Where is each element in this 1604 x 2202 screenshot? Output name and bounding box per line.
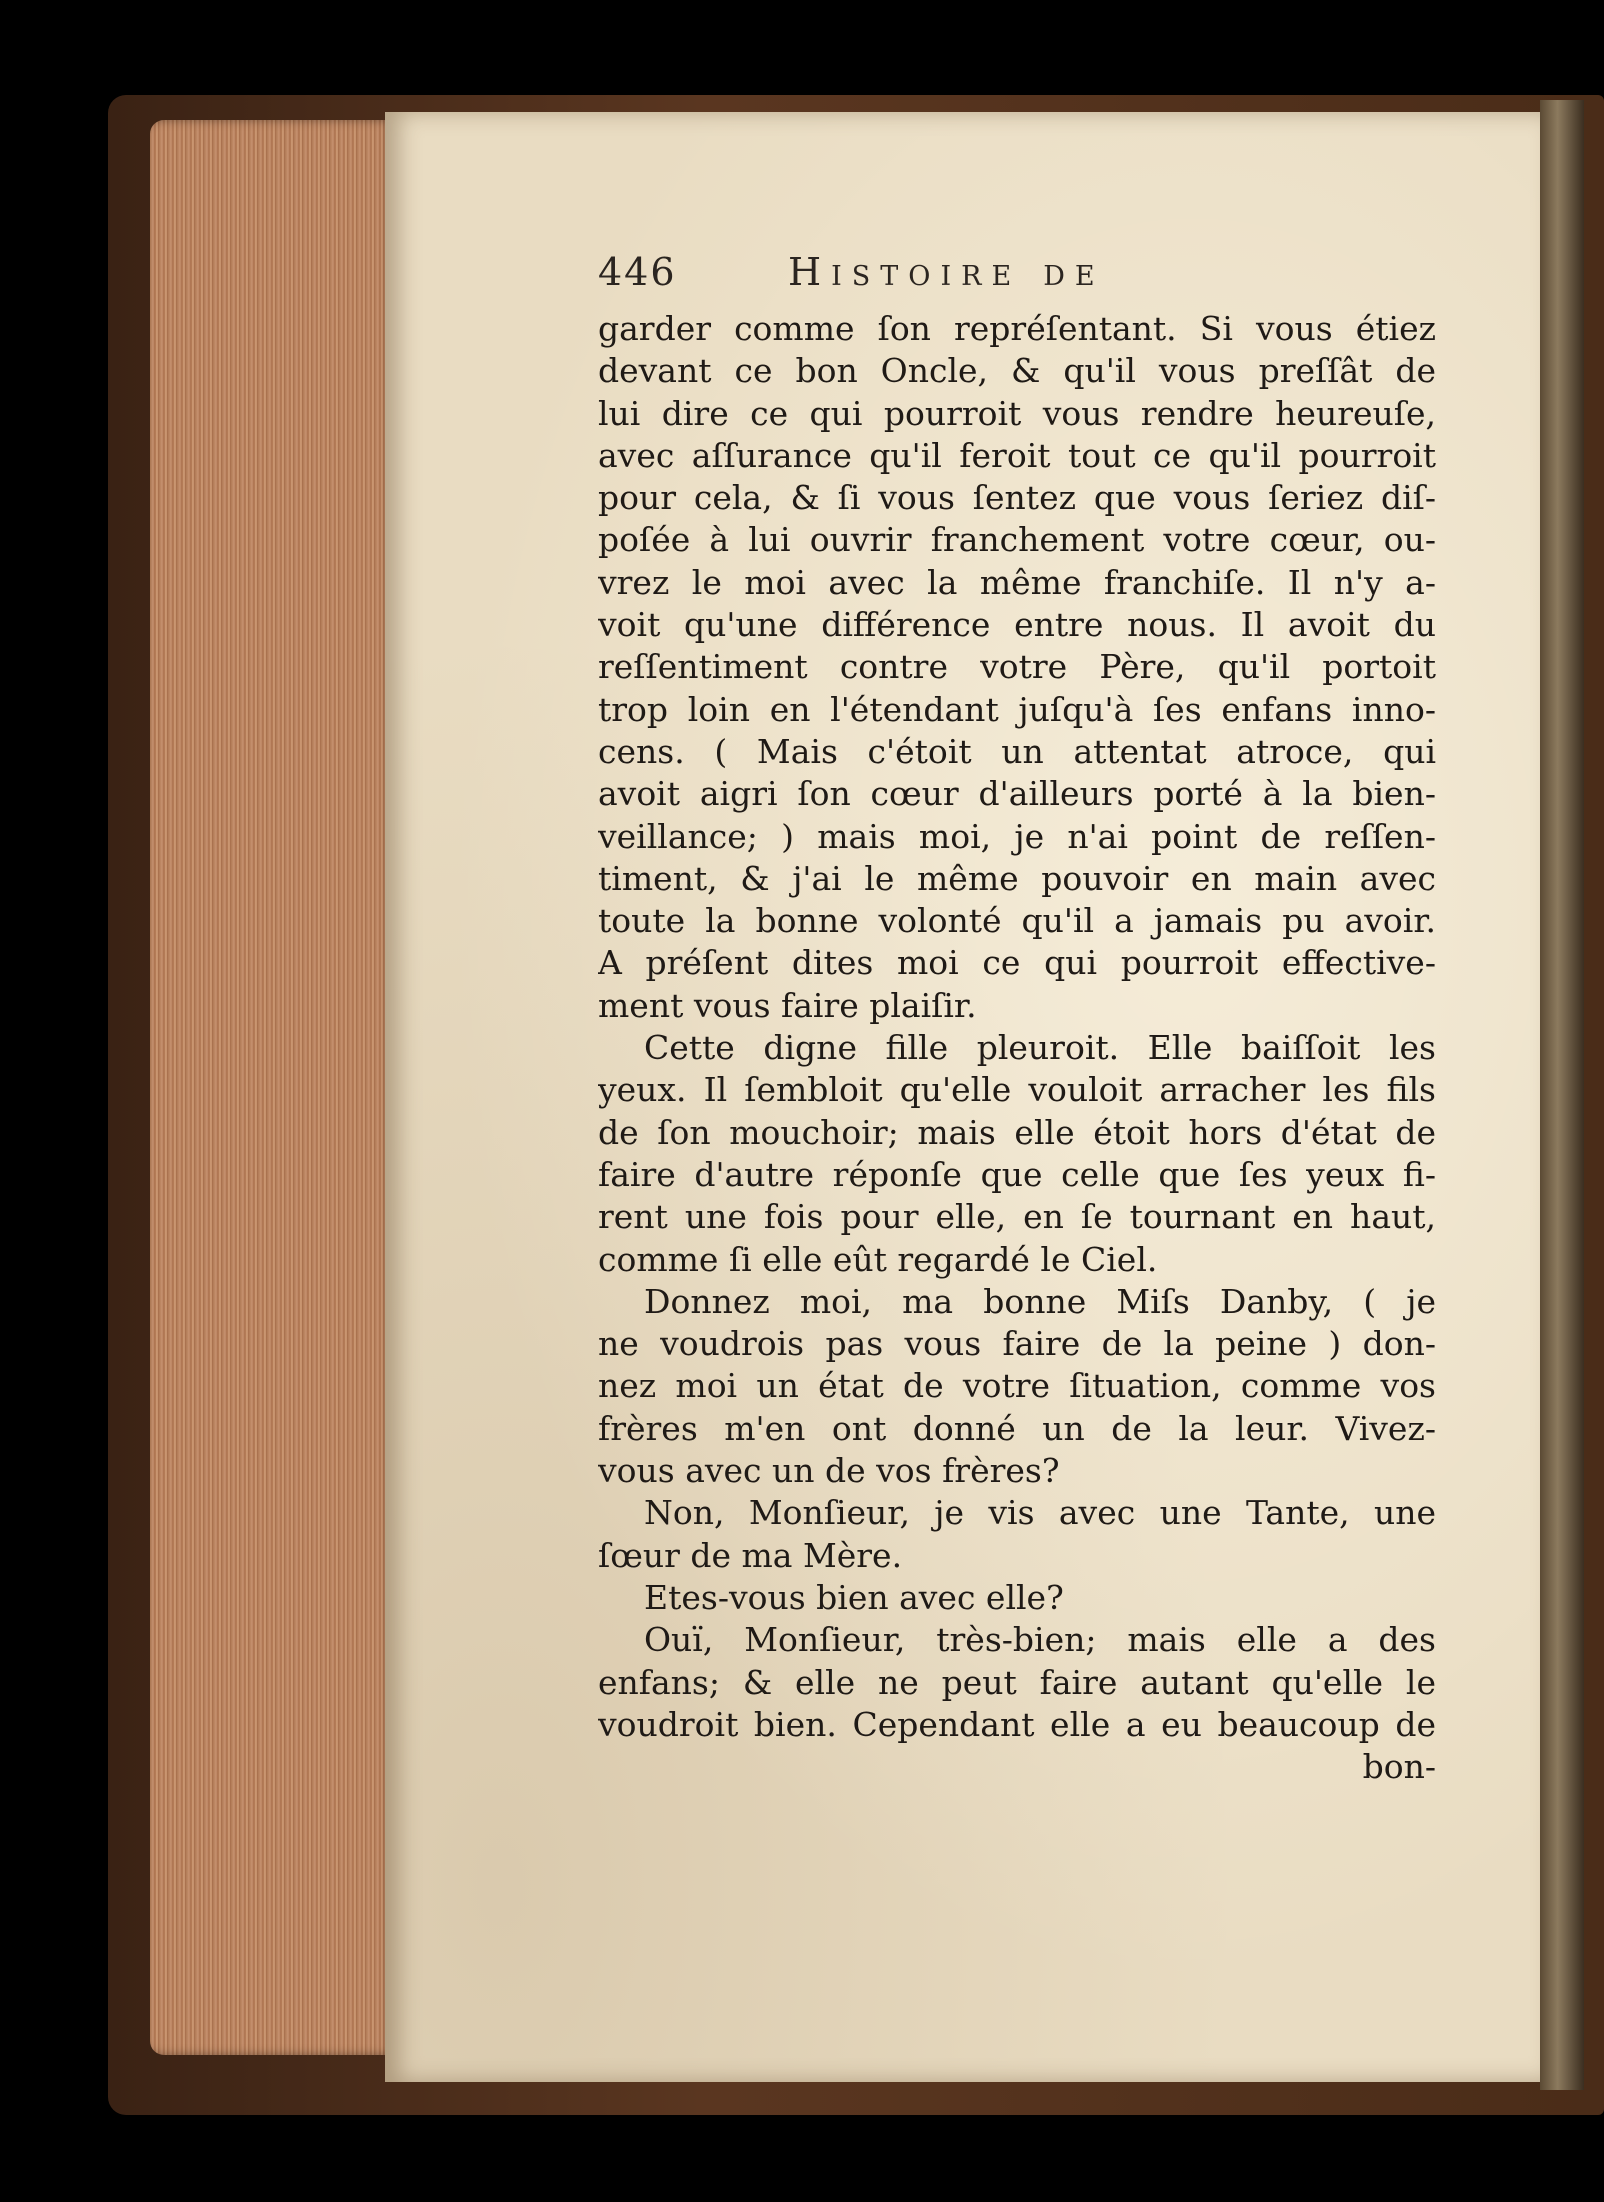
text-line: Ouï, Monſieur, très-bien; mais elle a des [644, 1620, 1436, 1660]
text-line: ne voudrois pas vous faire de la peine ) don- [598, 1324, 1436, 1364]
text-line: frères m'en ont donné un de la leur. Vivez- [598, 1408, 1436, 1448]
text-line: avec aſſurance qu'il feroit tout ce qu'il pourroit [598, 435, 1436, 475]
text-line: timent, & j'ai le même pouvoir en main avec [598, 858, 1436, 898]
text-line: avoit aigri ſon cœur d'ailleurs porté à la bien- [598, 774, 1436, 814]
catchword: bon- [1362, 1747, 1436, 1787]
text-line: reſſentiment contre votre Père, qu'il portoit [598, 647, 1436, 687]
text-line: Cette digne fille pleuroit. Elle baiſſoit les [644, 1028, 1436, 1068]
text-line: nez moi un état de votre ſituation, comme vos [598, 1366, 1436, 1406]
running-head [598, 250, 1298, 300]
text-line: yeux. Il ſembloit qu'elle vouloit arracher les fils [598, 1070, 1436, 1110]
text-line: faire d'autre réponſe que celle que ſes yeux fi- [598, 1154, 1436, 1194]
text-line: Non, Monſieur, je vis avec une Tante, une [644, 1493, 1436, 1533]
text-line: devant ce bon Oncle, & qu'il vous preſſât de [598, 351, 1436, 391]
text-line: ment vous faire plaiſir. [598, 985, 977, 1025]
text-line: vous avec un de vos frères? [598, 1451, 1060, 1491]
text-line: toute la bonne volonté qu'il a jamais pu avoir. [598, 901, 1436, 941]
page-text [598, 308, 1436, 1788]
text-line: vrez le moi avec la même franchiſe. Il n'y a- [598, 562, 1436, 602]
text-line: pour cela, & ſi vous ſentez que vous ſeriez diſ- [598, 478, 1436, 518]
text-line: A préſent dites moi ce qui pourroit effectivе- [598, 943, 1436, 983]
text-line: ſœur de ma Mère. [598, 1535, 903, 1575]
text-line: rent une fois pour elle, en ſe tournant en haut, [598, 1197, 1436, 1237]
text-line: voudroit bien. Cependant elle a eu beaucoup de [598, 1704, 1436, 1744]
page-edges [150, 120, 395, 2055]
text-line: trop loin en l'étendant juſqu'à ſes enfans inno- [598, 689, 1436, 729]
page-number: 446 [598, 250, 677, 294]
text-line: Etes-vous bien avec elle? [644, 1577, 1064, 1617]
facing-page-edge [1540, 100, 1584, 2090]
text-line: comme ſi elle eût regardé le Ciel. [598, 1239, 1158, 1279]
text-line: Donnez moi, ma bonne Miſs Danby, ( je [644, 1281, 1436, 1321]
text-line: cens. ( Mais c'étoit un attentat atroce, qui [598, 731, 1436, 771]
text-line: lui dire ce qui pourroit vous rendre heureuſe, [598, 393, 1436, 433]
text-line: de ſon mouchoir; mais elle étoit hors d'état de [598, 1112, 1436, 1152]
text-line: garder comme ſon repréſentant. Si vous étiez [598, 309, 1436, 348]
text-line: veillance; ) mais moi, je n'ai point de reſſen- [598, 816, 1436, 856]
text-line: voit qu'une différence entre nous. Il avoit du [598, 605, 1436, 645]
text-line: enfans; & elle ne peut faire autant qu'elle le [598, 1662, 1436, 1702]
text-line: poſée à lui ouvrir franchement votre cœur, ou- [598, 520, 1436, 560]
running-title: Histoire de [788, 250, 1105, 294]
